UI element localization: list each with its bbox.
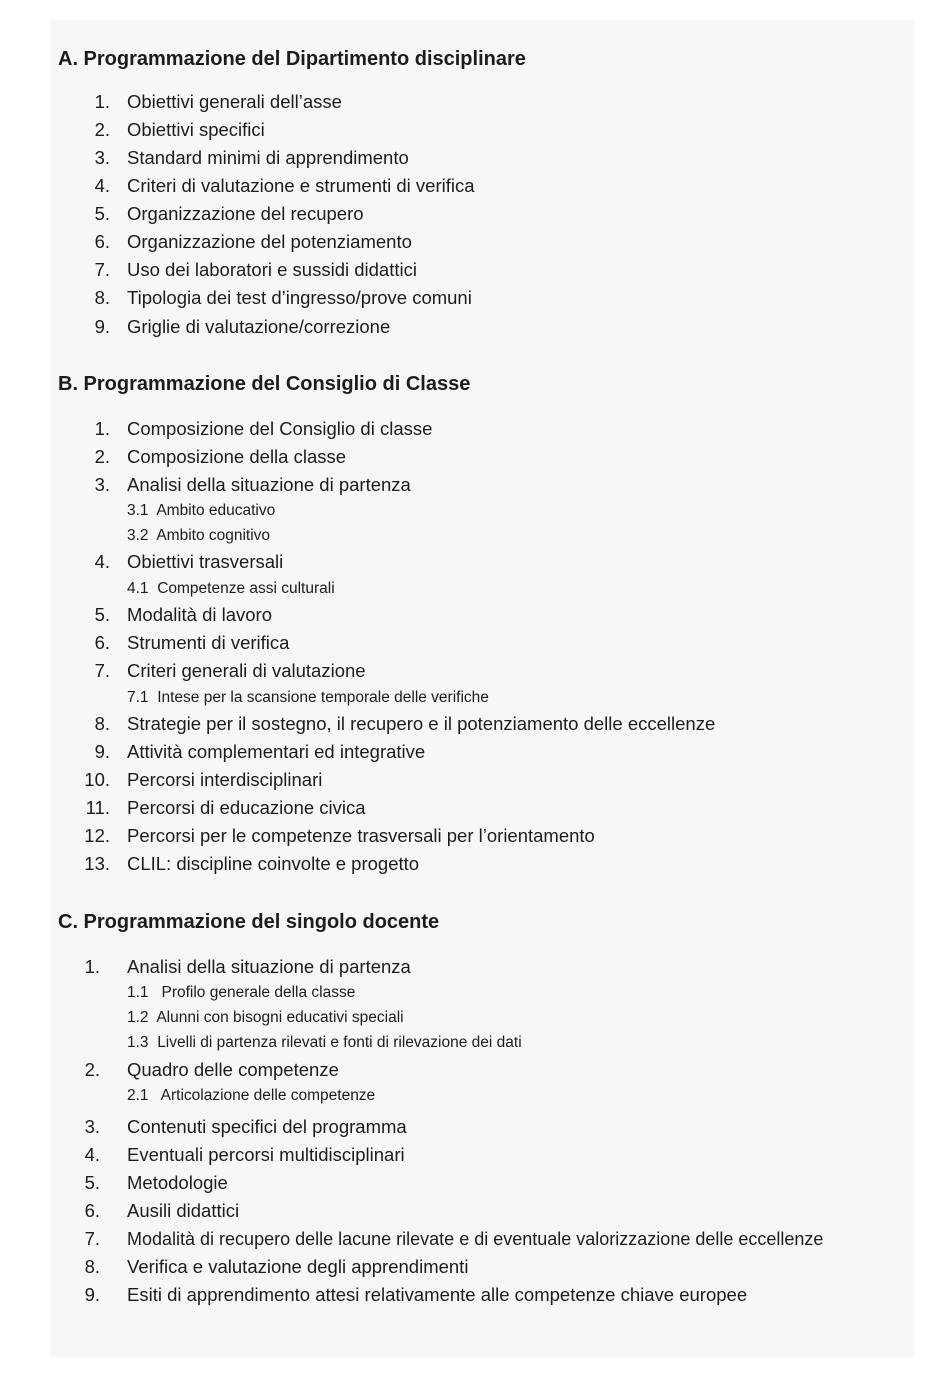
- item-number: 1.: [94, 418, 110, 439]
- item-label: Composizione della classe: [127, 446, 347, 467]
- item-label: Quadro delle competenze: [127, 1059, 339, 1080]
- item-number: 5.: [94, 604, 110, 625]
- item-number: 4.: [94, 551, 110, 572]
- item-number: 4.: [94, 175, 110, 196]
- item-number: 1.: [94, 91, 110, 112]
- item-label: Percorsi interdisciplinari: [127, 769, 323, 790]
- sub-item-label: Intese per la scansione temporale delle verifiche: [157, 689, 489, 706]
- item-number: 10.: [84, 769, 110, 790]
- item-number: 11.: [85, 797, 110, 818]
- sub-item-label: Livelli di partenza rilevati e fonti di rilevazione dei dati: [157, 1034, 522, 1051]
- item-number: 2.: [94, 119, 110, 140]
- document-page: [50, 20, 914, 1357]
- sub-item-number: 1.2: [127, 1009, 149, 1026]
- item-number: 6.: [84, 1200, 100, 1221]
- item-label: Obiettivi specifici: [127, 119, 265, 140]
- item-label: Verifica e valutazione degli apprendimenti: [127, 1256, 469, 1277]
- item-label: Contenuti specifici del programma: [127, 1116, 407, 1137]
- item-label: Obiettivi generali dell’asse: [127, 91, 342, 112]
- item-number: 3.: [94, 147, 110, 168]
- item-label: Organizzazione del potenziamento: [127, 231, 412, 252]
- sub-item-number: 3.1: [127, 502, 149, 519]
- item-label: CLIL: discipline coinvolte e progetto: [127, 853, 420, 874]
- item-label: Ausili didattici: [127, 1200, 240, 1221]
- sub-item-label: Competenze assi culturali: [157, 580, 335, 597]
- item-number: 9.: [94, 741, 110, 762]
- section-title: C. Programmazione del singolo docente: [58, 911, 440, 933]
- section-title: B. Programmazione del Consiglio di Classe: [58, 373, 471, 395]
- item-number: 8.: [94, 713, 110, 734]
- section-title: A. Programmazione del Dipartimento disciplinare: [58, 48, 526, 70]
- item-number: 7.: [84, 1228, 100, 1249]
- item-label: Standard minimi di apprendimento: [127, 147, 409, 168]
- item-label: Percorsi per le competenze trasversali per l’orientamento: [127, 825, 595, 846]
- item-label: Analisi della situazione di partenza: [127, 474, 411, 495]
- item-number: 13.: [84, 853, 110, 874]
- sub-item: [127, 1032, 522, 1054]
- item-label: Organizzazione del recupero: [127, 203, 364, 224]
- item-number: 1.: [84, 956, 100, 977]
- item-label: Modalità di recupero delle lacune rilevate e di eventuale valorizzazione delle eccellenze: [127, 1229, 824, 1249]
- item-number: 9.: [94, 316, 110, 337]
- sub-item-label: Articolazione delle competenze: [160, 1087, 376, 1104]
- item-label: Strumenti di verifica: [127, 632, 290, 653]
- item-label: Obiettivi trasversali: [127, 551, 284, 572]
- sub-item-number: 4.1: [127, 580, 149, 597]
- sub-item: [127, 500, 275, 522]
- item-label: Criteri di valutazione e strumenti di verifica: [127, 175, 475, 196]
- item-label: Strategie per il sostegno, il recupero e il potenziamento delle eccellenze: [127, 713, 716, 734]
- item-number: 2.: [84, 1059, 100, 1080]
- item-label: Analisi della situazione di partenza: [127, 956, 411, 977]
- item-number: 9.: [84, 1284, 100, 1305]
- sub-item: [127, 1085, 375, 1107]
- item-label: Eventuali percorsi multidisciplinari: [127, 1144, 405, 1165]
- item-number: 3.: [94, 474, 110, 495]
- item-label: Composizione del Consiglio di classe: [127, 418, 433, 439]
- item-number: 7.: [94, 660, 110, 681]
- item-number: 8.: [84, 1256, 100, 1277]
- item-number: 6.: [94, 632, 110, 653]
- item-label: Metodologie: [127, 1172, 228, 1193]
- item-number: 7.: [94, 259, 110, 280]
- item-label: Attività complementari ed integrative: [127, 741, 426, 762]
- item-number: 6.: [94, 231, 110, 252]
- item-number: 2.: [94, 446, 110, 467]
- sub-item: [127, 1007, 404, 1029]
- sub-item: [127, 578, 335, 600]
- item-label: Uso dei laboratori e sussidi didattici: [127, 259, 417, 280]
- item-label: Esiti di apprendimento attesi relativamente alle competenze chiave europee: [127, 1284, 748, 1305]
- sub-item-label: Alunni con bisogni educativi speciali: [156, 1009, 404, 1026]
- sub-item: [127, 982, 355, 1004]
- item-number: 12.: [84, 825, 110, 846]
- item-number: 5.: [84, 1172, 100, 1193]
- sub-item-number: 1.1: [127, 984, 149, 1001]
- sub-item-label: Ambito educativo: [156, 502, 276, 519]
- item-number: 8.: [94, 287, 110, 308]
- sub-item: [127, 687, 489, 709]
- sub-item-number: 3.2: [127, 527, 149, 544]
- sub-item-label: Ambito cognitivo: [156, 527, 271, 544]
- sub-item-number: 1.3: [127, 1034, 149, 1051]
- item-label: Modalità di lavoro: [127, 604, 272, 625]
- item-label: Tipologia dei test d’ingresso/prove comuni: [127, 287, 472, 308]
- sub-item-number: 7.1: [127, 689, 149, 706]
- sub-item: [127, 525, 270, 547]
- item-label: Criteri generali di valutazione: [127, 660, 366, 681]
- item-label: Griglie di valutazione/correzione: [127, 316, 391, 337]
- item-number: 5.: [94, 203, 110, 224]
- sub-item-label: Profilo generale della classe: [161, 984, 356, 1001]
- item-label: Percorsi di educazione civica: [127, 797, 366, 818]
- item-number: 4.: [84, 1144, 100, 1165]
- sub-item-number: 2.1: [127, 1087, 149, 1104]
- item-number: 3.: [84, 1116, 100, 1137]
